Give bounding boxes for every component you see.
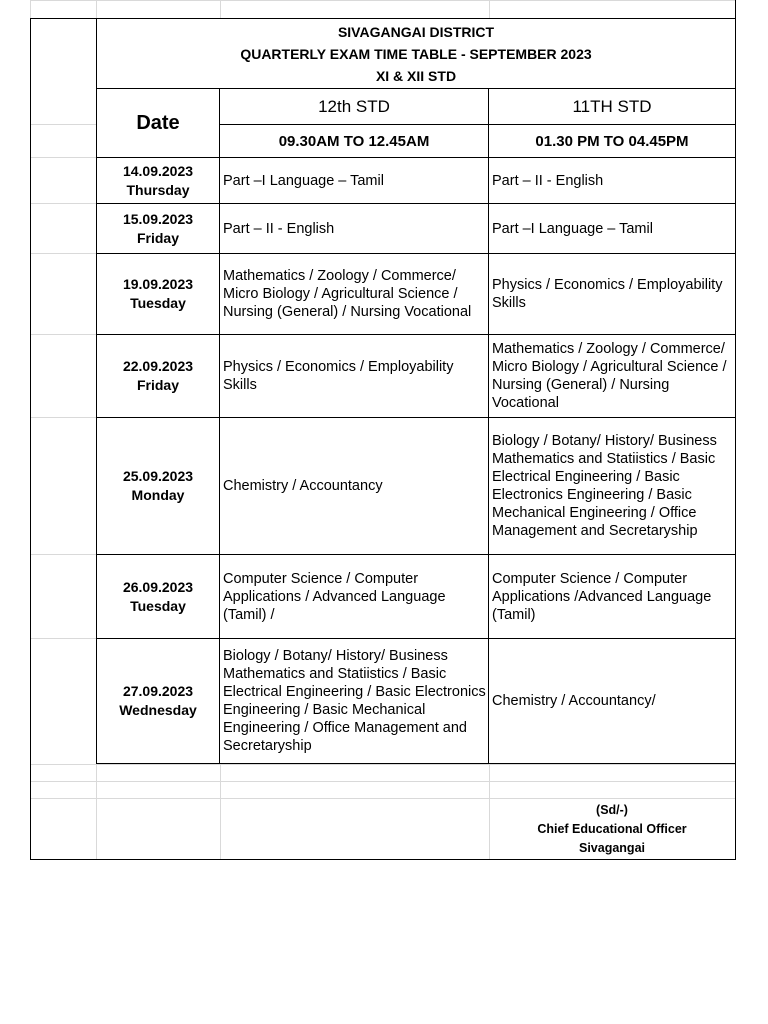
std12-subject: Physics / Economics / Employability Skills <box>223 359 454 393</box>
document-header <box>97 19 735 88</box>
std11-subject: Biology / Botany/ History/ Business Mathematics and Statiistics / Basic Electrical Engineering / Basic Electronics Engineering / Basic Mechanical Engineering / Office Management and Secretaryship <box>492 433 717 539</box>
std12-subject: Biology / Botany/ History/ Business Mathematics and Statiistics / Basic Electrical Engineering / Basic Electronics Engineering / Basic Mechanical Engineering / Office Management and Secretaryship <box>223 648 486 754</box>
timetable-sheet <box>30 0 736 860</box>
std12-subject: Chemistry / Accountancy <box>223 478 383 494</box>
gridline <box>220 764 221 860</box>
row-date-cell <box>97 204 219 253</box>
exam-title: QUARTERLY EXAM TIME TABLE - SEPTEMBER 2023 <box>240 45 592 62</box>
std12-subject: Mathematics / Zoology / Commerce/ Micro Biology / Agricultural Science / Nursing (General) / Nursing Vocational <box>223 268 472 320</box>
border-line <box>30 859 736 860</box>
std11-subject: Part – II - English <box>492 172 604 189</box>
std12-subject: Part – II - English <box>223 220 335 237</box>
row-date: 22.09.2023 <box>122 358 194 374</box>
std11-subject: Mathematics / Zoology / Commerce/ Micro Biology / Agricultural Science / Nursing (General) / Nursing Vocational <box>492 341 727 411</box>
row-date-cell <box>97 555 219 638</box>
row-day: Thursday <box>126 181 190 198</box>
gridline <box>96 764 97 860</box>
gridline <box>30 781 736 782</box>
border-line <box>735 0 736 860</box>
table-line <box>96 763 736 764</box>
row-day: Tuesday <box>130 295 186 311</box>
row-date-cell <box>97 418 219 554</box>
row-date-cell <box>97 639 219 763</box>
row-date: 19.09.2023 <box>122 276 194 292</box>
std-title: XI & XII STD <box>375 67 457 84</box>
std11-time-header: 01.30 PM TO 04.45PM <box>535 132 689 150</box>
row-date: 25.09.2023 <box>122 468 194 484</box>
row-day: Monday <box>131 487 185 503</box>
std12-time-header: 09.30AM TO 12.45AM <box>278 132 430 150</box>
gridline <box>30 124 97 125</box>
gridline <box>30 334 97 335</box>
row-date: 15.09.2023 <box>122 210 194 227</box>
std11-subject: Chemistry / Accountancy/ <box>492 693 656 709</box>
gridline <box>30 253 97 254</box>
gridline <box>220 0 221 18</box>
std11-column-header: 11TH STD <box>572 96 652 116</box>
signature-title: Chief Educational Officer <box>537 821 687 836</box>
gridline <box>96 0 97 18</box>
border-line <box>30 18 31 860</box>
row-date-cell <box>97 158 219 203</box>
row-date: 26.09.2023 <box>122 578 194 595</box>
std12-subject: Part –I Language – Tamil <box>223 172 384 189</box>
district-title: SIVAGANGAI DISTRICT <box>337 23 495 40</box>
gridline <box>30 203 97 204</box>
row-date: 27.09.2023 <box>122 683 194 699</box>
row-date-cell <box>97 335 219 417</box>
row-day: Wednesday <box>119 702 197 718</box>
gridline <box>30 764 736 765</box>
std12-column-header: 12th STD <box>318 96 390 116</box>
signature-sd: (Sd/-) <box>596 802 628 817</box>
gridline <box>30 157 97 158</box>
signature-place: Sivagangai <box>579 840 645 855</box>
gridline <box>30 554 97 555</box>
row-day: Tuesday <box>130 597 186 614</box>
signature-block <box>489 799 735 859</box>
gridline <box>30 638 97 639</box>
date-column-header: Date <box>136 111 180 134</box>
std11-subject: Computer Science / Computer Applications /Advanced Language (Tamil) <box>492 570 712 623</box>
row-date: 14.09.2023 <box>122 162 194 179</box>
row-day: Friday <box>136 377 179 393</box>
row-date-cell <box>97 254 219 334</box>
gridline <box>489 0 490 18</box>
std11-subject: Part –I Language – Tamil <box>492 220 653 237</box>
std11-subject: Physics / Economics / Employability Skills <box>492 277 723 311</box>
gridline <box>30 417 97 418</box>
row-day: Friday <box>136 229 179 246</box>
std12-subject: Computer Science / Computer Applications / Advanced Language (Tamil) / <box>223 570 446 623</box>
